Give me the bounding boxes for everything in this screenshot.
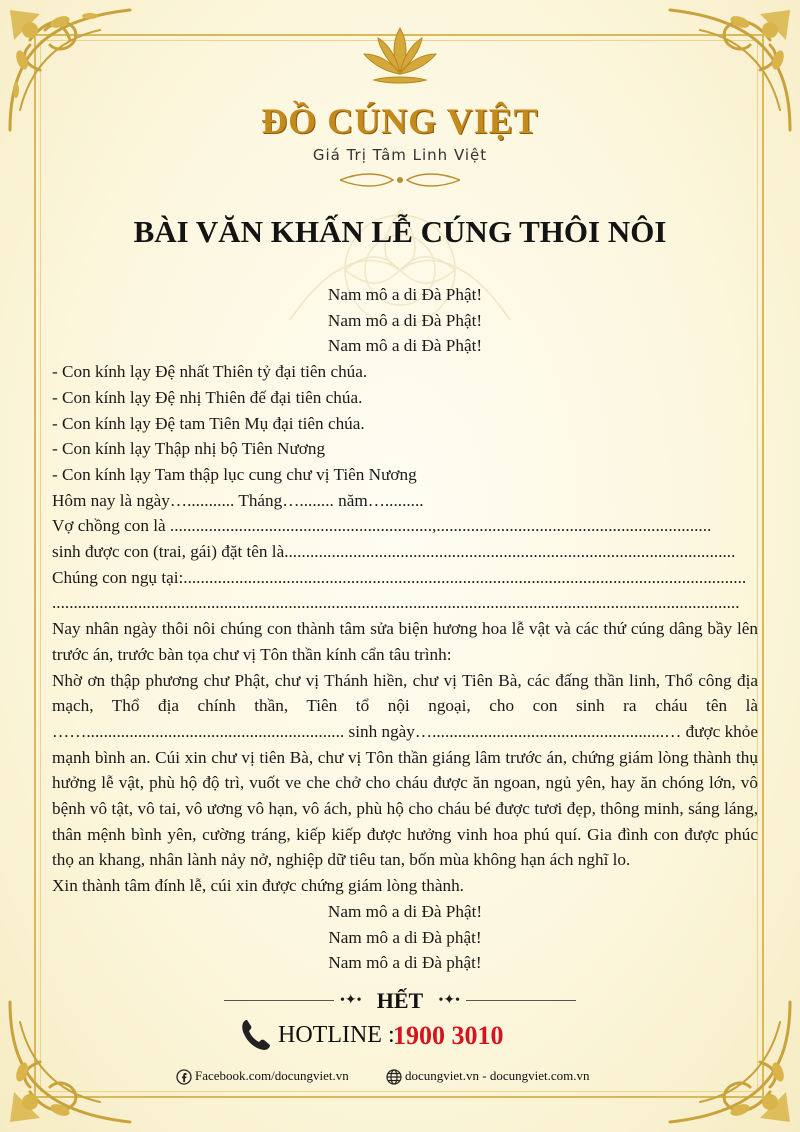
website-text: docungviet.vn - docungviet.com.vn (405, 1068, 590, 1083)
page-title: BÀI VĂN KHẤN LỄ CÚNG THÔI NÔI (133, 214, 667, 249)
fill-in-line: Vợ chồng con là .............................................................,................................................................ (52, 516, 712, 536)
end-divider (224, 988, 576, 1014)
opening-line: Nam mô a di Đà Phật! (327, 285, 483, 304)
globe-icon (386, 1069, 402, 1085)
hotline-label: HOTLINE : (278, 1022, 395, 1048)
hotline (240, 1018, 560, 1054)
paragraph: Nay nhân ngày thôi nôi chúng con thành tâm sửa biện hương hoa lễ vật và các thứ cúng dâng bầy lên trước án, trước bàn tọa chư vị Tôn thần kính cẩn tâu trình: (52, 619, 758, 664)
invocation-line: - Con kính lạy Tam thập lục cung chư vị Tiên Nương (52, 464, 417, 484)
fill-in-line: Hôm nay là ngày…........... Tháng…........ năm…......... (52, 490, 424, 510)
invocation-line: - Con kính lạy Đệ nhất Thiên tỷ đại tiên chúa. (52, 362, 368, 382)
fill-in-line: sinh được con (trai, gái) đặt tên là......................................................................................................... (52, 542, 736, 562)
facebook-link[interactable] (176, 1068, 349, 1085)
facebook-text: Facebook.com/docungviet.vn (195, 1068, 349, 1083)
closing-line: Nam mô a di Đà phật! (328, 927, 482, 947)
end-text: HẾT (376, 988, 424, 1013)
brand-name: ĐỒ CÚNG VIỆT (261, 101, 539, 141)
opening-line: Nam mô a di Đà Phật! (327, 310, 483, 330)
prayer-body (52, 282, 758, 976)
flourish-divider-icon (335, 172, 465, 188)
fill-in-line: Chúng con ngụ tại:................................................................................................................................... (52, 567, 747, 587)
opening-line: Nam mô a di Đà Phật! (327, 336, 483, 356)
closing-line: Nam mô a di Đà Phật! (327, 901, 483, 921)
ornament-dots-icon: •✦• (340, 993, 362, 1008)
facebook-icon (176, 1069, 192, 1085)
invocation-line: - Con kính lạy Đệ tam Tiên Mụ đại tiên chúa. (52, 413, 365, 433)
corner-ornament-icon (660, 992, 800, 1132)
paragraph: Xin thành tâm đính lễ, cúi xin được chứng giám lòng thành. (52, 876, 464, 896)
website-links[interactable] (386, 1068, 590, 1085)
invocation-line: - Con kính lạy Thập nhị bộ Tiên Nương (52, 439, 326, 459)
invocation-line: - Con kính lạy Đệ nhị Thiên đế đại tiên chúa. (52, 387, 363, 407)
brand-tagline: Giá Trị Tâm Linh Việt (312, 146, 488, 164)
paragraph: Nhờ ơn thập phương chư Phật, chư vị Thánh hiền, chư vị Tiên Bà, các đấng thần linh, Thổ công địa mạch, Thổ địa chính thần, Tiên tổ nội ngoại, cho con sinh ra cháu tên là ……............................................................ sinh ngày…......................................................… được khỏe mạnh bình an. Cúi xin chư vị tiên Bà, chư vị Tôn thần giáng lâm trước án, chứng giám lòng thành thụ hưởng lễ vật, phù hộ độ trì, vuốt ve che chở cho cháu được ăn ngoan, ngủ yên, hay ăn chóng lớn, vô bệnh vô tật, vô tai, vô ương vô hạn, vô ách, phù hộ cho cháu bé được tươi đẹp, thông minh, sáng láng, thân mệnh bình yên, cường tráng, kiếp kiếp được hưởng vinh hoa phú quí. Gia đình con được phúc thọ an khang, nhân lành nảy nở, nghiệp dữ tiêu tan, bốn mùa không hạn ách nghĩ lo. (52, 670, 758, 870)
closing-line: Nam mô a di Đà phật! (328, 953, 482, 973)
ornament-dots-icon: •✦• (438, 993, 460, 1008)
phone-icon (240, 1018, 272, 1052)
fill-in-line: ................................................................................................................................................................ (52, 593, 740, 613)
hotline-number[interactable]: 1900 3010 (393, 1021, 504, 1050)
lotus-icon (360, 20, 440, 90)
corner-ornament-icon (0, 992, 140, 1132)
